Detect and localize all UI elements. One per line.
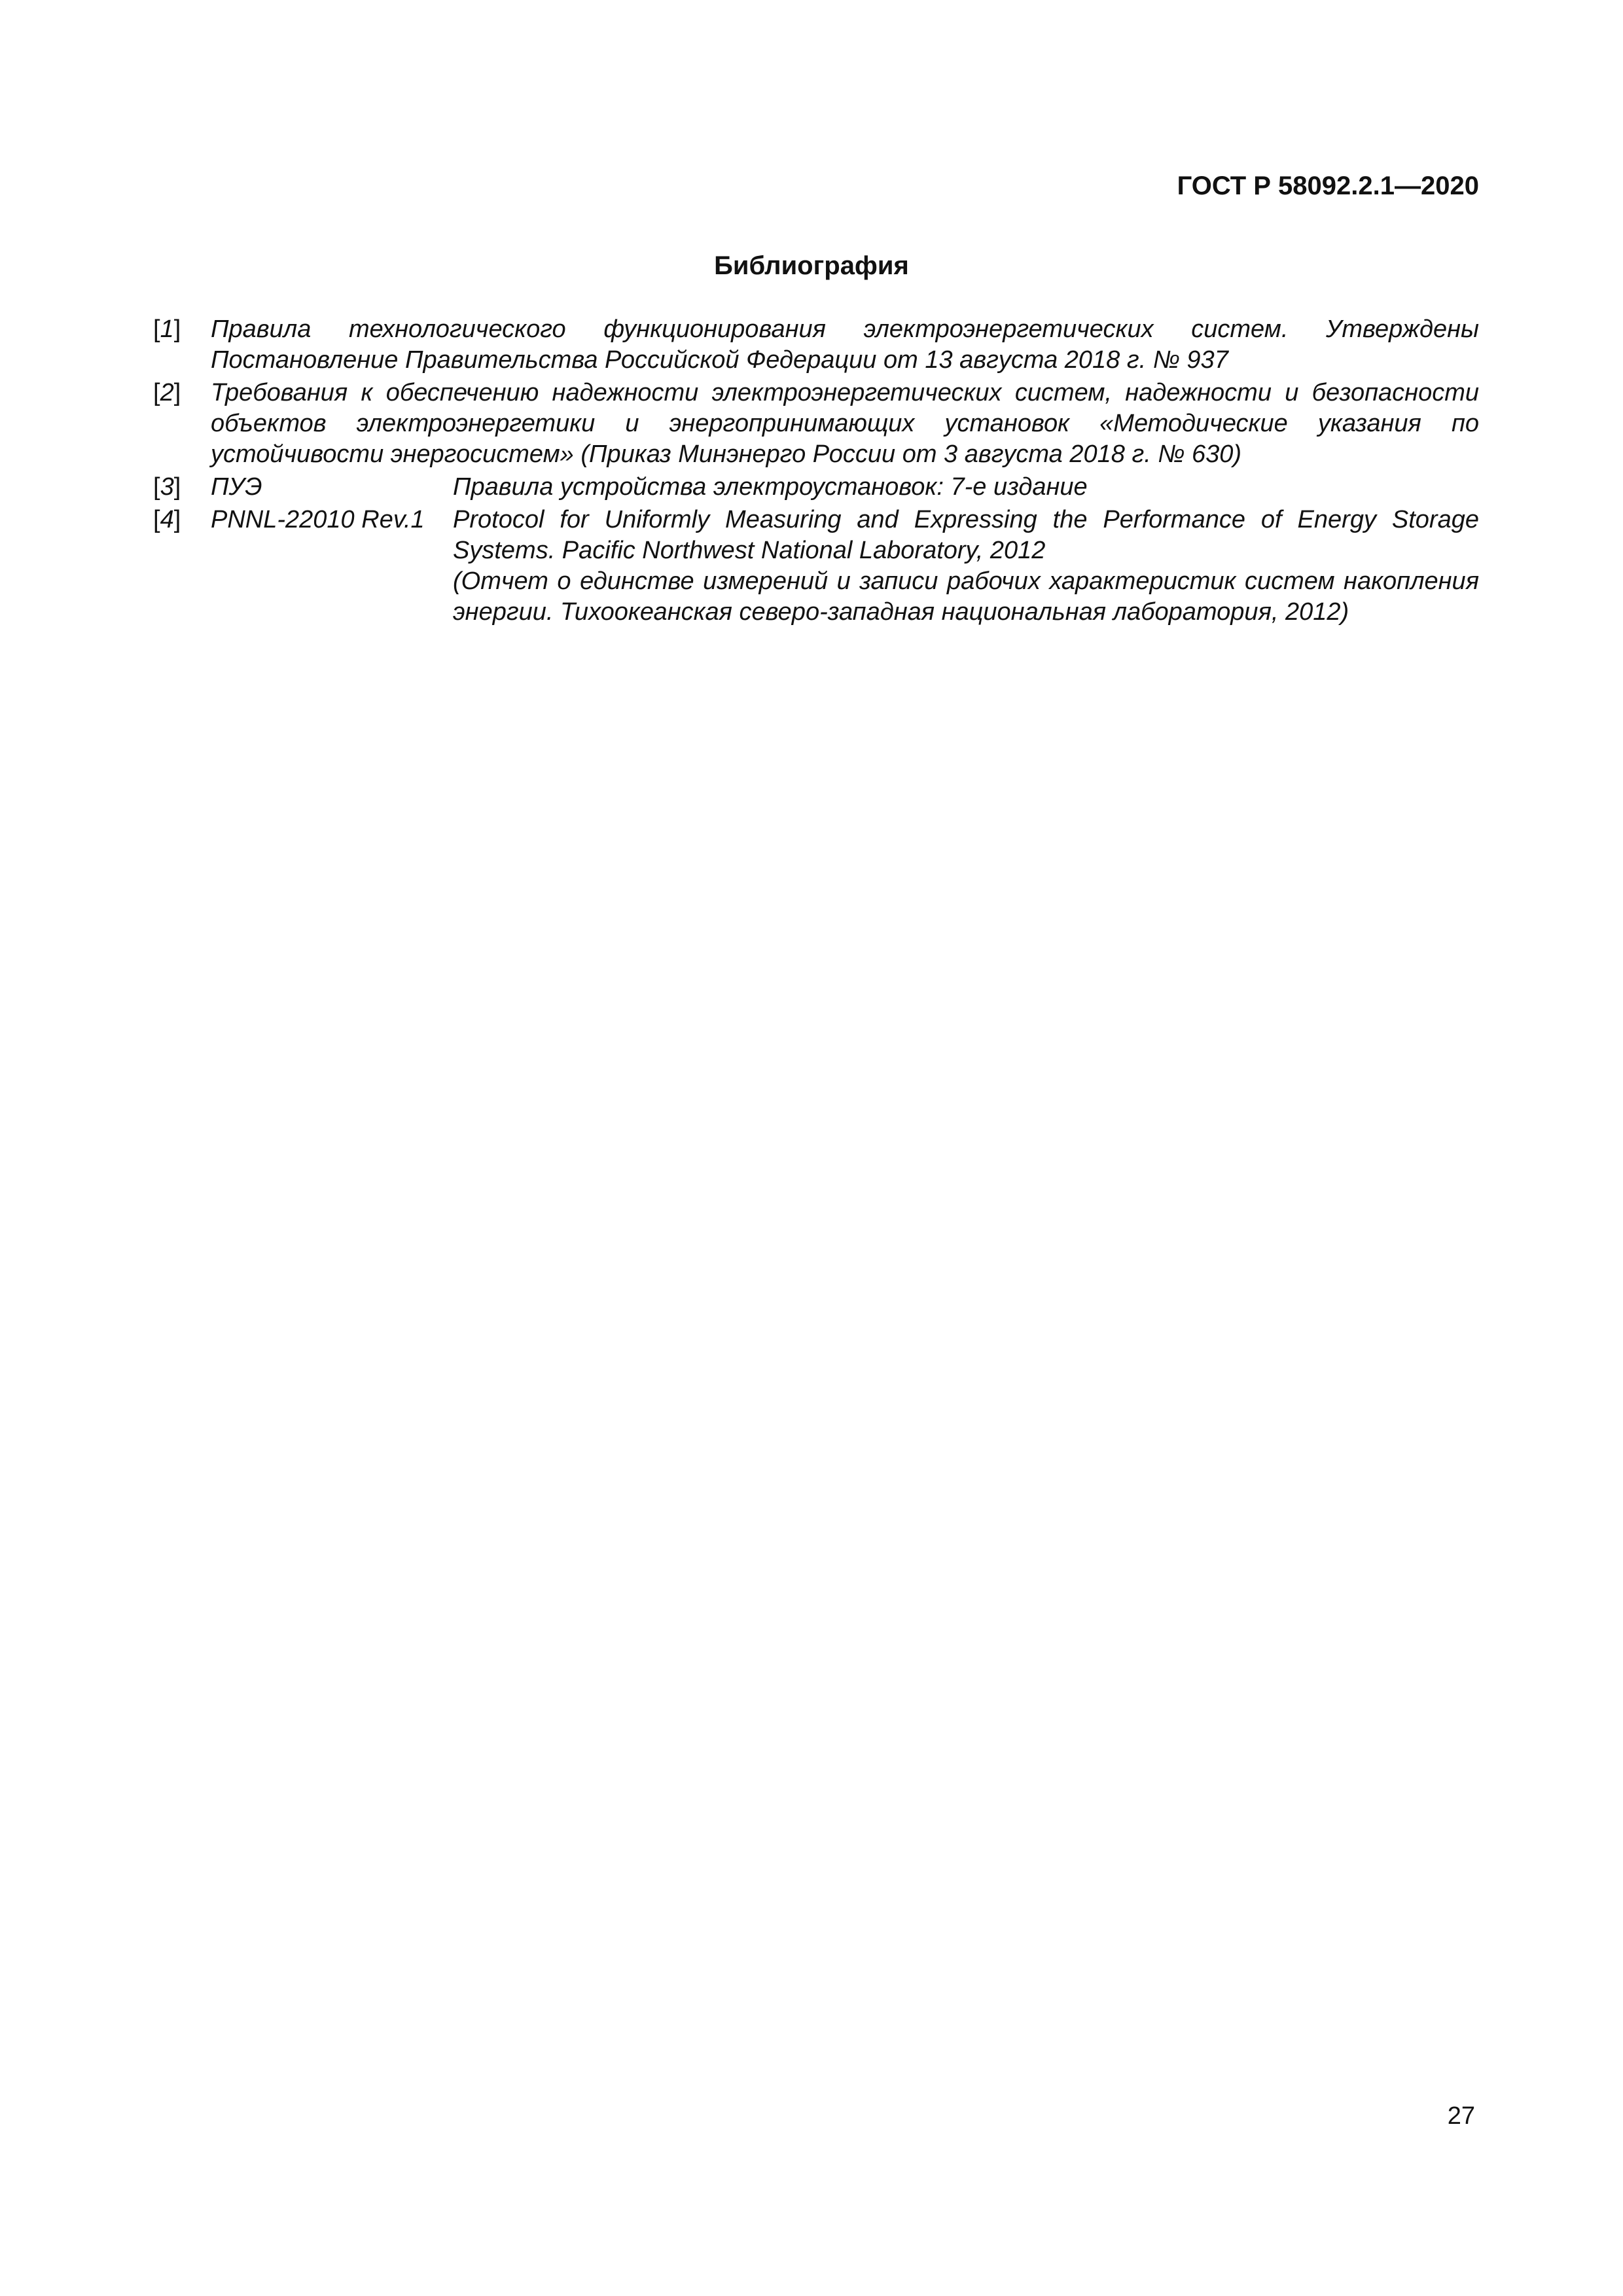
entry-number: [1] [153, 315, 181, 343]
document-code: ГОСТ Р 58092.2.1—2020 [1177, 171, 1479, 200]
bibliography-entry-3 [153, 472, 1479, 503]
entry-code: ПУЭ [211, 473, 262, 501]
bibliography-entry-4 [153, 505, 1479, 628]
entry-text: Требования к обеспечению надежности электроэнергетических систем, надежности и безопасности объектов электроэнергетики и энергопринимающих установок «Методические указания по устойчивости энергосистем» (Приказ Минэнерго России от 3 августа 2018 г. № 630) [211, 379, 1479, 468]
bibliography-entry-2 [153, 378, 1479, 470]
entry-text: Правила устройства электроустановок: 7-е издание [453, 473, 1088, 501]
entry-body [453, 505, 1479, 628]
entry-text: Правила технологического функционирования электроэнергетических систем. Утверждены Постановление Правительства Российской Федерации от 13 августа 2018 г. № 937 [211, 315, 1479, 374]
entry-number: [2] [153, 379, 181, 406]
entry-number: [4] [153, 506, 181, 533]
entry-code: PNNL-22010 Rev.1 [211, 506, 425, 533]
entry-body [453, 472, 1479, 503]
page-number: 27 [1447, 2102, 1475, 2130]
entry-text: Protocol for Uniformly Measuring and Expressing the Performance of Energy Storage Systems. Pacific Northwest National Laboratory, 2012 [453, 506, 1479, 564]
section-title: Библиография [714, 251, 909, 280]
entry-number: [3] [153, 473, 181, 501]
bibliography-entry-1 [153, 314, 1479, 376]
entry-translation: (Отчет о единстве измерений и записи рабочих характеристик систем накопления энергии. Тихоокеанская северо-западная национальная лаборатория, 2012) [453, 567, 1479, 626]
bibliography-list [153, 314, 1479, 630]
